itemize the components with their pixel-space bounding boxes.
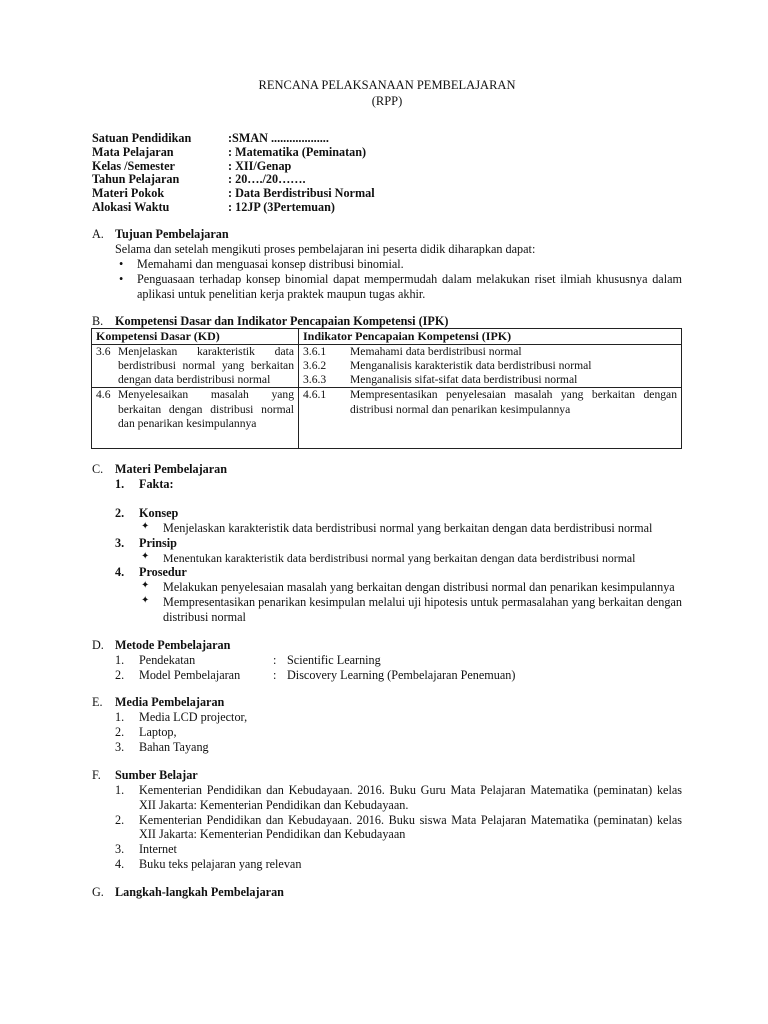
- numbered-list: [115, 653, 682, 683]
- section-letter: C.: [92, 462, 104, 477]
- list-item: [115, 783, 682, 813]
- identity-value: : 12JP (3Pertemuan): [228, 199, 335, 214]
- item-text: Laptop,: [139, 725, 177, 740]
- item-title: Konsep: [139, 506, 179, 521]
- ipk-text: Memahami data berdistribusi normal: [350, 345, 522, 359]
- section-sumber: [92, 768, 682, 872]
- section-heading: Kompetensi Dasar dan Indikator Pencapaian Kompetensi (IPK): [115, 313, 449, 328]
- section-letter: B.: [92, 313, 104, 328]
- document-title: [92, 78, 682, 109]
- list-item: ✦ Mempresentasikan penarikan kesimpulan melalui uji hipotesis untuk permasalahan yang berkaitan dengan distribusi normal: [139, 595, 682, 625]
- item-number: 1.: [115, 710, 125, 725]
- section-kompetensi: [92, 314, 682, 450]
- kd-number: 4.6: [96, 388, 111, 402]
- section-letter: F.: [92, 767, 101, 782]
- materi-item-prosedur: [115, 565, 682, 625]
- numbered-list: [115, 710, 682, 755]
- list-item: • Penguasaan terhadap konsep binomial dapat mempermudah dalam melakukan riset ilmiah khususnya dalam aplikasi untuk penelitian kerja praktek maupun tugas akhir.: [115, 272, 682, 302]
- document-page: [92, 78, 682, 900]
- item-number: 3.: [115, 740, 125, 754]
- item-text: Media LCD projector,: [139, 710, 248, 725]
- list-item: 1. Pendekatan : Scientific Learning: [115, 652, 381, 667]
- kd-cell: [92, 388, 299, 449]
- identity-value: : Data Berdistribusi Normal: [228, 185, 375, 200]
- identity-table: [92, 132, 375, 214]
- list-item: [115, 725, 682, 740]
- section-letter: D.: [92, 637, 104, 652]
- kd-cell: [92, 345, 299, 388]
- identity-label: Kelas /Semester: [92, 158, 175, 173]
- list-item: [115, 710, 682, 725]
- section-heading: Media Pembelajaran: [115, 695, 225, 710]
- item-number: 2.: [115, 812, 125, 827]
- kd-ipk-table: [91, 328, 682, 449]
- section-heading: Tujuan Pembelajaran: [115, 227, 229, 242]
- ipk-cell: [299, 345, 682, 388]
- ipk-text: Mempresentasikan penyelesaian masalah yang berkaitan dengan distribusi normal dan penarikan kesimpulannya: [350, 388, 677, 416]
- identity-value: : 20…./20…….: [228, 172, 306, 187]
- column-header-kd: Kompetensi Dasar (KD): [92, 329, 299, 345]
- list-item: [115, 857, 682, 872]
- item-text: Buku teks pelajaran yang relevan: [139, 857, 302, 872]
- item-title: Fakta:: [139, 477, 174, 492]
- identity-label: Mata Pelajaran: [92, 144, 174, 159]
- item-title: Prosedur: [139, 565, 187, 580]
- section-tujuan: [92, 227, 682, 301]
- section-letter: E.: [92, 695, 103, 710]
- section-letter: A.: [92, 227, 104, 242]
- item-number: 4.: [115, 565, 125, 580]
- section-media: [92, 695, 682, 755]
- identity-row: [92, 146, 375, 160]
- point-list: [139, 521, 682, 536]
- item-number: 3.: [115, 535, 125, 550]
- materi-item-prinsip: [115, 536, 682, 565]
- table-header-row: [92, 329, 682, 345]
- kd-number: 3.6: [96, 345, 111, 359]
- ipk-number: 3.6.2: [303, 359, 327, 373]
- item-number: 1.: [115, 477, 125, 492]
- ipk-text: Menganalisis karakteristik data berdistribusi normal: [350, 359, 592, 373]
- item-text: Internet: [139, 842, 177, 857]
- point-list: [139, 580, 682, 625]
- list-item: • Memahami dan menguasai konsep distribusi binomial.: [115, 257, 682, 272]
- identity-value: :SMAN ...................: [228, 131, 329, 146]
- section-heading: Materi Pembelajaran: [115, 462, 228, 477]
- identity-value: : Matematika (Peminatan): [228, 144, 367, 159]
- section-heading: Sumber Belajar: [115, 767, 198, 782]
- title-line-2: (RPP): [371, 93, 403, 108]
- item-text: Kementerian Pendidikan dan Kebudayaan. 2016. Buku siswa Mata Pelajaran Matematika (peminatan) kelas XII Jakarta: Kementerian Pendidikan dan Kebudayaan: [139, 812, 682, 842]
- item-key: Model Pembelajaran: [139, 667, 241, 682]
- table-row: [92, 345, 682, 388]
- identity-row: [92, 187, 375, 201]
- identity-label: Tahun Pelajaran: [92, 172, 180, 187]
- item-number: 2.: [115, 506, 125, 521]
- item-title: Prinsip: [139, 535, 177, 550]
- section-langkah: [92, 885, 682, 900]
- identity-row: [92, 160, 375, 174]
- numbered-list: [115, 783, 682, 872]
- item-number: 1.: [115, 782, 125, 797]
- materi-item-konsep: [115, 506, 682, 536]
- item-number: 3.: [115, 842, 125, 857]
- ipk-number: 4.6.1: [303, 388, 327, 402]
- kd-text: Menjelaskan karakteristik data berdistribusi normal yang berkaitan dengan data berdistribusi normal: [118, 345, 294, 387]
- item-value: Discovery Learning (Pembelajaran Penemuan): [287, 667, 516, 682]
- item-text: Kementerian Pendidikan dan Kebudayaan. 2016. Buku Guru Mata Pelajaran Matematika (peminatan) kelas XII Jakarta: Kementerian Pendidikan dan Kebudayaan.: [139, 782, 682, 812]
- list-item: [115, 813, 682, 843]
- kd-text: Menyelesaikan masalah yang berkaitan dengan distribusi normal dan penarikan kesimpulannya: [118, 388, 294, 430]
- item-number: 2.: [115, 725, 125, 740]
- list-item: ✦ Menentukan karakteristik data berdistribusi normal yang berkaitan dengan data berdistribusi normal: [139, 551, 682, 565]
- identity-row: [92, 173, 375, 187]
- item-number: 1.: [115, 652, 125, 667]
- materi-item-fakta: [115, 477, 682, 492]
- column-header-ipk: Indikator Pencapaian Kompetensi (IPK): [299, 329, 682, 345]
- item-number: 2.: [115, 667, 125, 682]
- section-heading: Metode Pembelajaran: [115, 637, 231, 652]
- item-key: Pendekatan: [139, 652, 196, 667]
- section-intro: Selama dan setelah mengikuti proses pembelajaran ini peserta didik diharapkan dapat:: [115, 242, 536, 257]
- ipk-cell: [299, 388, 682, 449]
- identity-row: [92, 201, 375, 215]
- point-list: [139, 551, 682, 565]
- section-metode: [92, 638, 682, 683]
- table-row: [92, 388, 682, 449]
- ipk-text: Menganalisis sifat-sifat data berdistribusi normal: [350, 373, 578, 387]
- identity-label: Materi Pokok: [92, 185, 165, 200]
- ipk-number: 3.6.3: [303, 373, 327, 387]
- list-item: 2. Model Pembelajaran : Discovery Learning (Pembelajaran Penemuan): [115, 667, 516, 682]
- identity-label: Satuan Pendidikan: [92, 131, 192, 146]
- section-materi: [92, 462, 682, 624]
- section-heading: Langkah-langkah Pembelajaran: [115, 885, 284, 899]
- section-letter: G.: [92, 885, 104, 899]
- list-item: ✦ Melakukan penyelesaian masalah yang berkaitan dengan distribusi normal dan penarikan kesimpulannya: [139, 580, 682, 595]
- list-item: [115, 842, 682, 857]
- identity-value: : XII/Genap: [228, 158, 292, 173]
- title-line-1: RENCANA PELAKSANAAN PEMBELAJARAN: [258, 78, 516, 92]
- identity-row: [92, 132, 375, 146]
- item-number: 4.: [115, 857, 125, 872]
- item-value: Scientific Learning: [287, 652, 381, 667]
- list-item: ✦ Menjelaskan karakteristik data berdistribusi normal yang berkaitan dengan data berdistribusi normal: [139, 521, 682, 536]
- list-item: [115, 740, 682, 755]
- identity-label: Alokasi Waktu: [92, 199, 170, 214]
- item-text: Bahan Tayang: [139, 740, 209, 754]
- bullet-list: [115, 257, 682, 302]
- ipk-number: 3.6.1: [303, 345, 327, 359]
